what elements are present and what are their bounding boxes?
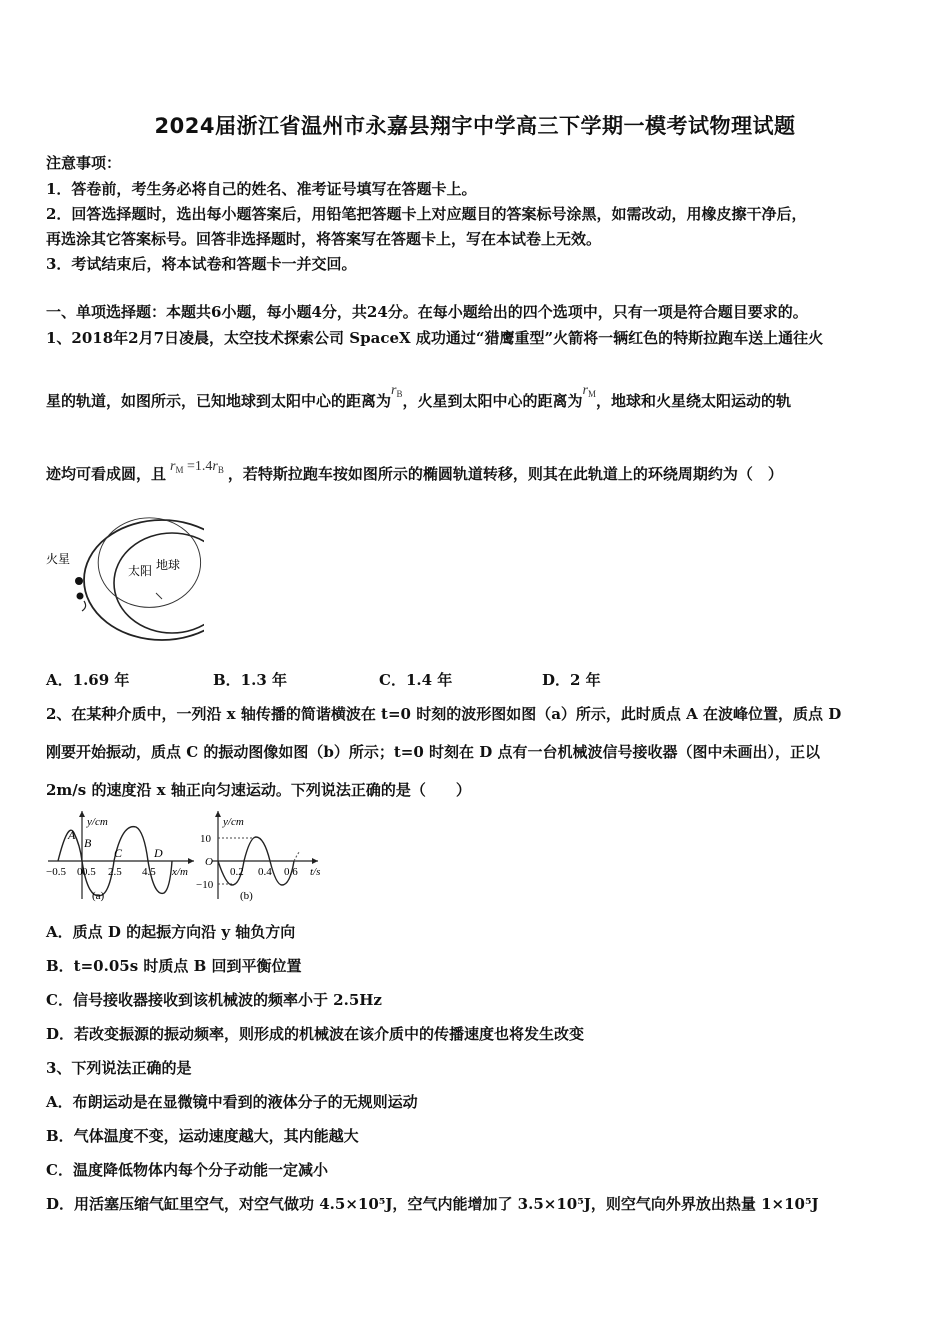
graph-b-ylabel: y/cm <box>223 816 244 828</box>
q2-line-3: 2m/s 的速度沿 x 轴正向匀速运动。下列说法正确的是（ ） <box>46 781 471 799</box>
notice-item-3: 3．考试结束后，将本试卷和答题卡一并交回。 <box>46 255 357 273</box>
q1-option-c[interactable]: C．1.4 年 <box>379 671 453 689</box>
notice-item-1: 1．答卷前，考生务必将自己的姓名、准考证号填写在答题卡上。 <box>46 180 477 198</box>
tick-4-5: 4.5 <box>142 866 156 878</box>
q1-line-1: 1、2018年2月7日凌晨，太空技术探索公司 SpaceX 成功通过“猎鹰重型”火箭将一辆红色的特斯拉跑车送上通往火 <box>46 329 824 347</box>
graph-b-xlabel: t/s <box>310 866 321 878</box>
notice-item-2-line-1: 2．回答选择题时，选出每小题答案后，用铅笔把答题卡上对应题目的答案标号涂黑，如需改动，用橡皮擦干净后， <box>46 205 807 223</box>
orbit-diagram <box>44 515 204 645</box>
q1-line-3: 迹均可看成圆，且 $r_M =1.4r_B$ ，若特斯拉跑车按如图所示的椭圆轨道转移，则其在此轨道上的环绕周期约为（ ） <box>46 459 783 483</box>
ytick-minus-10: −10 <box>196 879 214 891</box>
notice-heading: 注意事项： <box>46 154 122 172</box>
graph-a-caption: (a) <box>92 890 105 902</box>
xtick-0-4: 0.4 <box>258 866 272 878</box>
q2-option-d[interactable]: D．若改变振源的振动频率，则形成的机械波在该介质中的传播速度也将发生改变 <box>46 1025 585 1043</box>
q2-option-b[interactable]: B．t=0.05s 时质点 B 回到平衡位置 <box>46 957 302 975</box>
tick-minus-0-5: −0.5 <box>46 866 66 878</box>
wave-graph-b <box>196 805 331 905</box>
earth-label: 地球 <box>156 558 181 572</box>
q3-option-b[interactable]: B．气体温度不变，运动速度越大，其内能越大 <box>46 1127 359 1145</box>
q2-option-c[interactable]: C．信号接收器接收到该机械波的频率小于 2.5Hz <box>46 991 382 1009</box>
point-d-label: D <box>154 846 163 860</box>
xtick-0-2: 0.2 <box>230 866 244 878</box>
graph-a-xlabel: x/m <box>172 866 188 878</box>
ytick-10: 10 <box>200 833 211 845</box>
point-b-label: B <box>84 836 92 850</box>
q3-option-d[interactable]: D．用活塞压缩气缸里空气，对空气做功 4.5×10⁵J，空气内能增加了 3.5×10⁵J，则空气向外界放出热量 1×10⁵J <box>46 1195 819 1213</box>
tick-0: 0 <box>77 866 83 878</box>
q1-option-b[interactable]: B．1.3 年 <box>213 671 287 689</box>
q2-option-a[interactable]: A．质点 D 的起振方向沿 y 轴负方向 <box>46 923 296 941</box>
ratio-equation: $r_M =1.4r_B$ <box>170 459 224 475</box>
section-heading: 一、单项选择题：本题共6小题，每小题4分，共24分。在每小题给出的四个选项中，只有一项是符合题目要求的。 <box>46 303 808 321</box>
q3-option-a[interactable]: A．布朗运动是在显微镜中看到的液体分子的无规则运动 <box>46 1093 418 1111</box>
xtick-0-6: 0.6 <box>284 866 298 878</box>
q1-line-2: 星的轨道，如图所示，已知地球到太阳中心的距离为$r_B$，火星到太阳中心的距离为$r_M$，地球和火星绕太阳运动的轨 <box>46 383 791 410</box>
q1-option-a[interactable]: A．1.69 年 <box>46 671 130 689</box>
q1-option-d[interactable]: D．2 年 <box>542 671 601 689</box>
mars-label: 火星 <box>46 552 71 566</box>
graph-b-caption: (b) <box>240 890 253 902</box>
page-title: 2024届浙江省温州市永嘉县翔宇中学高三下学期一模考试物理试题 <box>154 114 796 138</box>
tick-0-5: 0.5 <box>82 866 96 878</box>
point-a-label: A <box>68 828 76 842</box>
wave-graph-a <box>44 805 204 905</box>
q2-line-2: 刚要开始振动，质点 C 的振动图像如图（b）所示；t=0 时刻在 D 点有一台机械波信号接收器（图中未画出），正以 <box>46 743 820 761</box>
r-m-symbol: $r_M$ <box>582 383 596 399</box>
q3-option-c[interactable]: C．温度降低物体内每个分子动能一定减小 <box>46 1161 328 1179</box>
sun-label: 太阳 <box>128 564 153 578</box>
q3-stem: 3、下列说法正确的是 <box>46 1059 192 1077</box>
tick-2-5: 2.5 <box>108 866 122 878</box>
notice-item-2-line-2: 再选涂其它答案标号。回答非选择题时，将答案写在答题卡上，写在本试卷上无效。 <box>46 230 602 248</box>
graph-a-ylabel: y/cm <box>87 816 108 828</box>
q2-line-1: 2、在某种介质中，一列沿 x 轴传播的简谐横波在 t=0 时刻的波形图如图（a）所示，此时质点 A 在波峰位置，质点 D <box>46 705 842 723</box>
point-c-label: C <box>114 846 123 860</box>
origin-label: O <box>205 856 213 868</box>
r-b-symbol: $r_B$ <box>391 383 403 399</box>
